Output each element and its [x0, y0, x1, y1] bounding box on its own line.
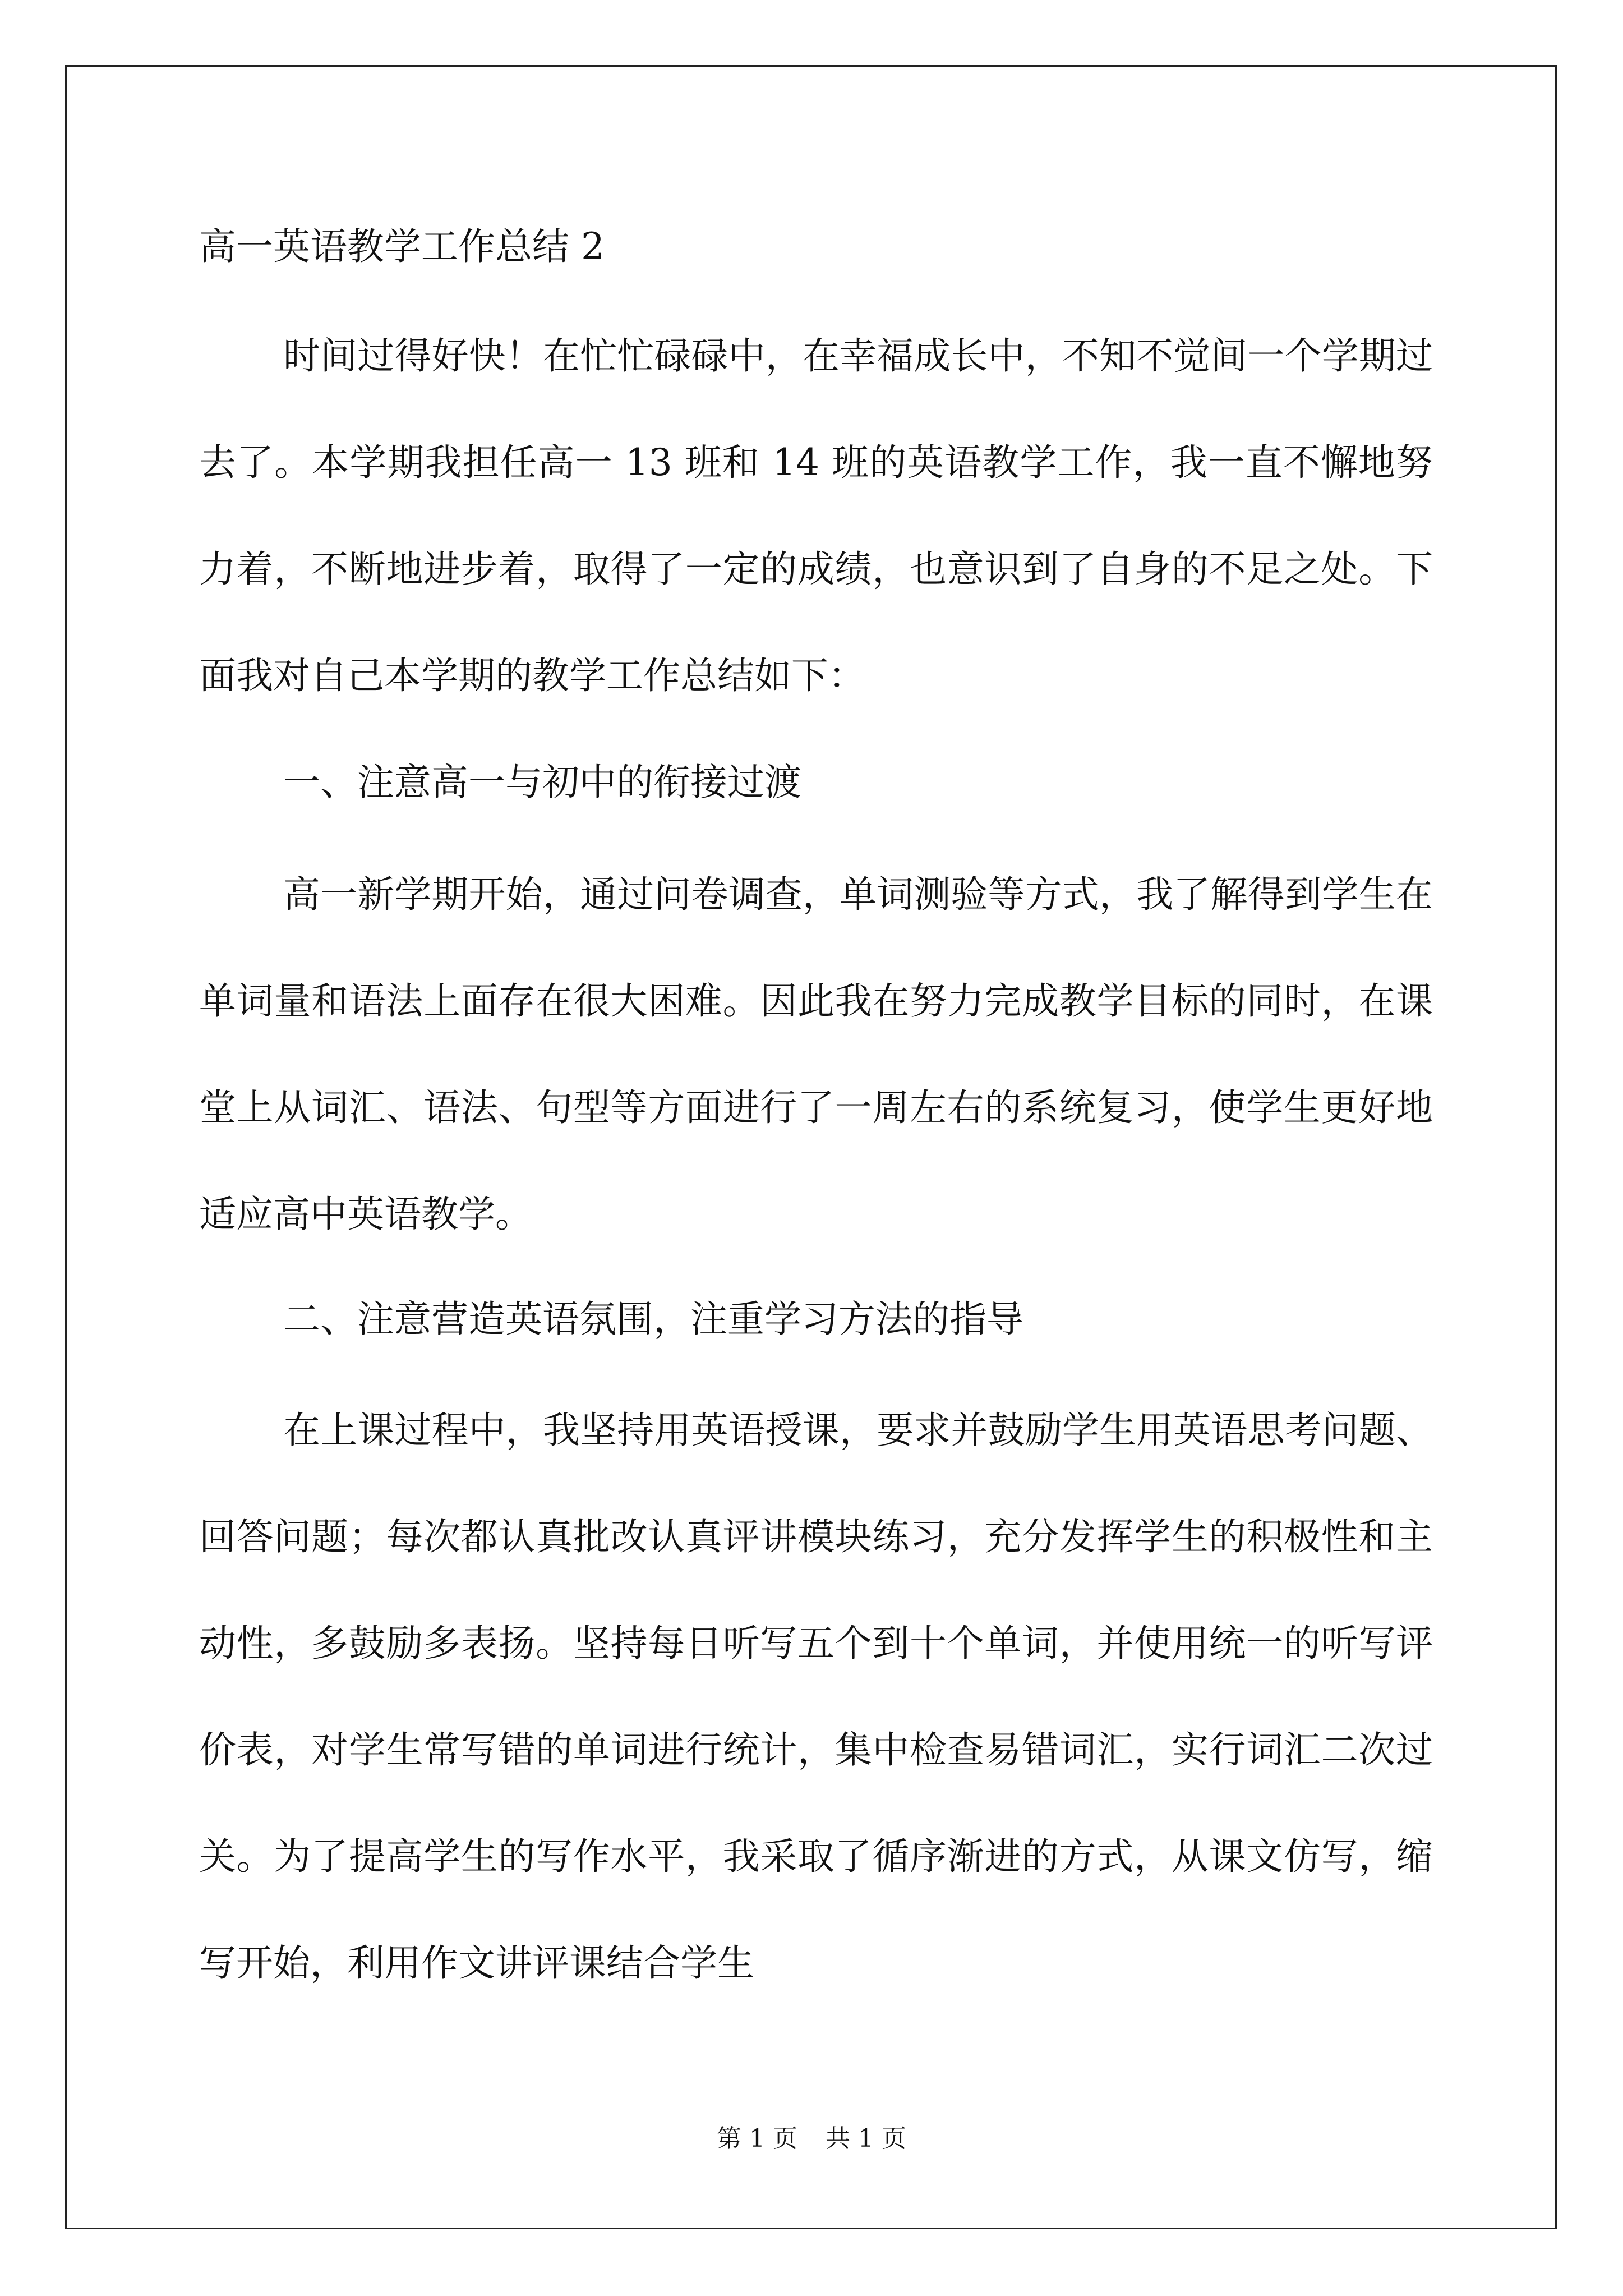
paragraph-intro: 时间过得好快！在忙忙碌碌中，在幸福成长中，不知不觉间一个学期过去了。本学期我担任高一 13 班和 14 班的英语教学工作，我一直不懈地努力着，不断地进步着，取得了一定的成绩，也意识到了自身的不足之处。下面我对自己本学期的教学工作总结如下：	[199, 334, 1433, 697]
page-footer	[0, 2122, 1623, 2156]
section-heading-2: 二、注意营造英语氛围，注重学习方法的指导	[283, 1297, 1023, 1341]
paragraph-section-2: 在上课过程中，我坚持用英语授课，要求并鼓励学生用英语思考问题、回答问题；每次都认真批改认真评讲模块练习，充分发挥学生的积极性和主动性，多鼓励多表扬。坚持每日听写五个到十个单词，并使用统一的听写评价表，对学生常写错的单词进行统计，集中检查易错词汇，实行词汇二次过关。为了提高学生的写作水平，我采取了循序渐进的方式，从课文仿写，缩写开始，利用作文讲评课结合学生	[199, 1409, 1433, 1985]
paragraph-section-1: 高一新学期开始，通过问卷调查，单词测验等方式，我了解得到学生在单词量和语法上面存在很大困难。因此我在努力完成教学目标的同时，在课堂上从词汇、语法、句型等方面进行了一周左右的系统复习，使学生更好地适应高中英语教学。	[199, 873, 1433, 1236]
page-total: 共 1 页	[826, 2124, 906, 2153]
section-heading-1: 一、注意高一与初中的衔接过渡	[283, 761, 801, 804]
document-title: 高一英语教学工作总结 2	[199, 225, 605, 268]
page-number: 第 1 页	[717, 2124, 797, 2153]
